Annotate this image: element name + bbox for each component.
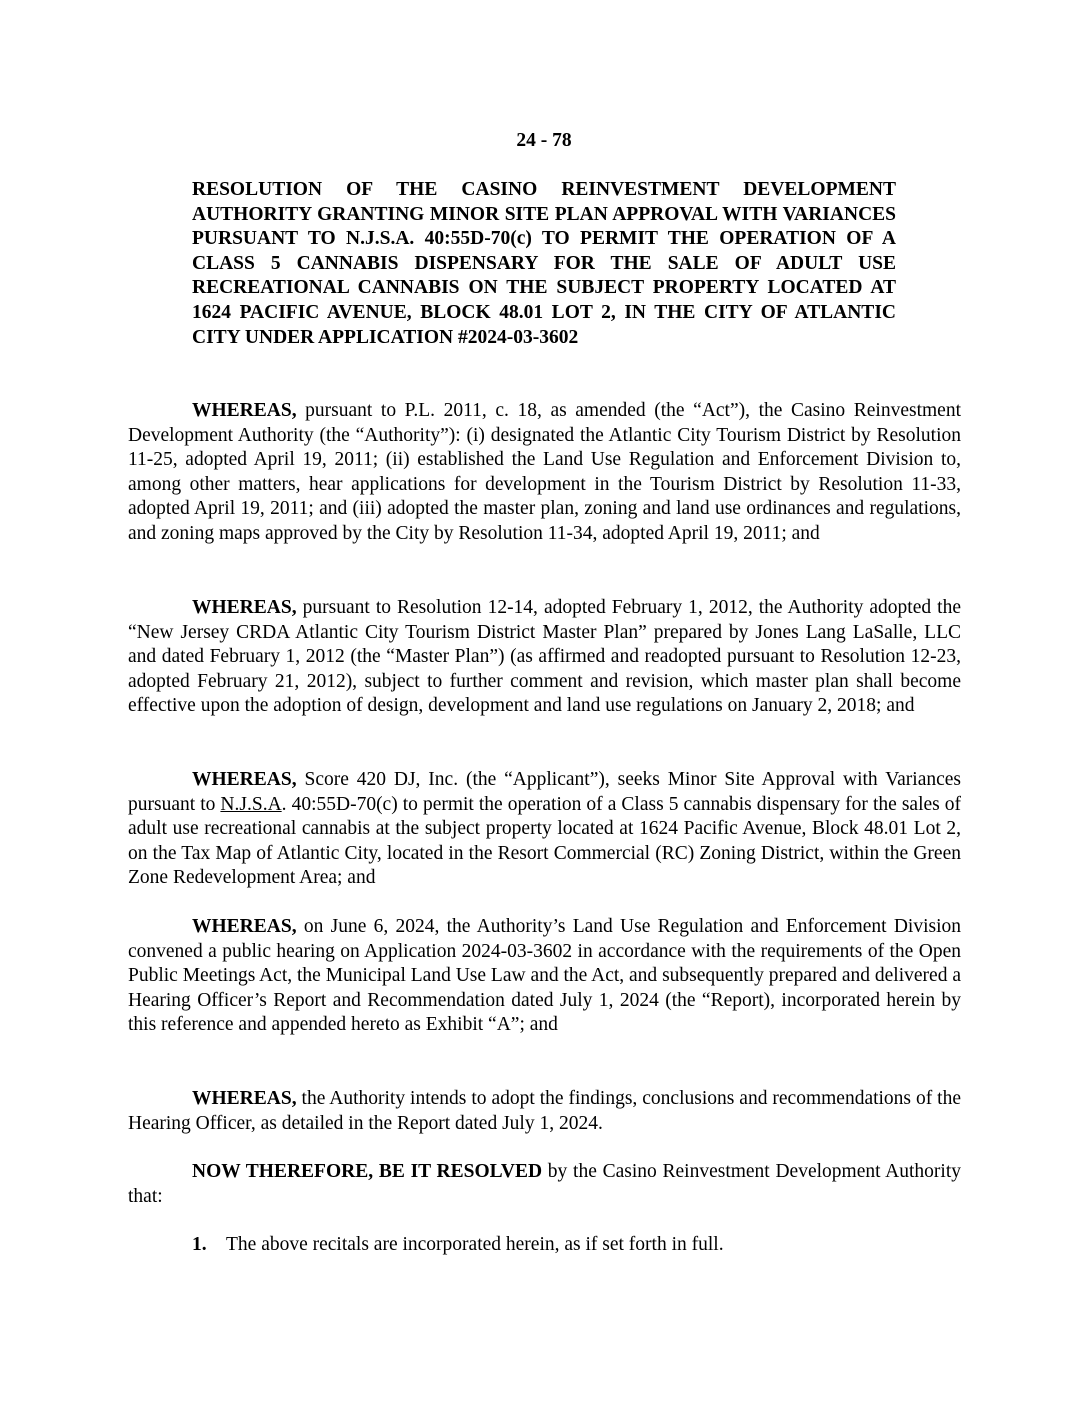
item-number: 1. (192, 1234, 207, 1255)
paragraph-lead: WHEREAS, (192, 769, 297, 790)
paragraph-lead: WHEREAS, (192, 597, 297, 618)
paragraph-text: Score 420 DJ, Inc. (the “Applicant”), seeks Minor Site Approval with Variances pursuant to (128, 769, 961, 815)
paragraph-text: the Authority intends to adopt the findings, conclusions and recommendations of the Hearing Officer, as detailed in the Report dated July 1, 2024. (128, 1088, 962, 1134)
statute-reference: N.J.S.A (220, 793, 282, 815)
resolution-number: 24 - 78 (516, 130, 572, 151)
item-text: The above recitals are incorporated herein, as if set forth in full. (226, 1234, 724, 1255)
whereas-paragraph-2 (128, 596, 961, 719)
paragraph-text: on June 6, 2024, the Authority’s Land Use Regulation and Enforcement Division convened a public hearing on Application 2024-03-3602 in accordance with the requirements of the Open Public Meetings Act, the Municipal Land Use Law and the Act, and subsequently prepared and delivered a Hearing Officer’s Report and Recommendation dated July 1, 2024 (the “Report), incorporated herein by this reference and appended hereto as Exhibit “A”; and (128, 916, 961, 1035)
paragraph-lead: WHEREAS, (192, 1088, 297, 1109)
whereas-paragraph-3 (128, 768, 961, 891)
paragraph-lead: NOW THEREFORE, BE IT RESOLVED (192, 1161, 543, 1182)
paragraph-text: pursuant to Resolution 12-14, adopted February 1, 2012, the Authority adopted the “New Jersey CRDA Atlantic City Tourism District Master Plan” prepared by Jones Lang LaSalle, LLC and dated February 1, 2012 (the “Master Plan”) (as affirmed and readopted pursuant to Resolution 12-23, adopted February 21, 2012), subject to further comment and revision, which master plan shall become effective upon the adoption of design, development and land use regulations on January 2, 2018; and (128, 597, 961, 716)
paragraph-lead: WHEREAS, (192, 916, 297, 937)
paragraph-text: pursuant to P.L. 2011, c. 18, as amended (the “Act”), the Casino Reinvestment Development Authority (the “Authority”): (i) designated the Atlantic City Tourism District by Resolution 11-25, adopted April 19, 2011; (ii) established the Land Use Regulation and Enforcement Division to, among other matters, hear applications for development in the Tourism District by Resolution 11-33, adopted April 19, 2011; and (iii) adopted the master plan, zoning and land use ordinances and regulations, and zoning maps approved by the City by Resolution 11-34, adopted April 19, 2011; and (128, 400, 961, 544)
resolved-paragraph (128, 1160, 961, 1209)
resolution-item-1 (192, 1233, 961, 1258)
resolution-title: RESOLUTION OF THE CASINO REINVESTMENT DEVELOPMENT AUTHORITY GRANTING MINOR SITE PLAN APPROVAL WITH VARIANCES PURSUANT TO N.J.S.A. 40:55D-70(c) TO PERMIT THE OPERATION OF A CLASS 5 CANNABIS DISPENSARY FOR THE SALE OF ADULT USE RECREATIONAL CANNABIS ON THE SUBJECT PROPERTY LOCATED AT 1624 PACIFIC AVENUE, BLOCK 48.01 LOT 2, IN THE CITY OF ATLANTIC CITY UNDER APPLICATION #2024-03-3602 (192, 179, 896, 348)
paragraph-text: by the Casino Reinvestment Development Authority that: (128, 1161, 962, 1207)
paragraph-lead: WHEREAS, (192, 400, 297, 421)
whereas-paragraph-4 (128, 915, 961, 1038)
whereas-paragraph-1 (128, 399, 961, 546)
whereas-paragraph-5 (128, 1087, 961, 1136)
paragraph-text-continued: . 40:55D-70(c) to permit the operation of a Class 5 cannabis dispensary for the sales of adult use recreational cannabis at the subject property located at 1624 Pacific Avenue, Block 48.01 Lot 2, on the Tax Map of Atlantic City, located in the Resort Commercial (RC) Zoning District, within the Green Zone Redevelopment Area; and (128, 793, 962, 888)
